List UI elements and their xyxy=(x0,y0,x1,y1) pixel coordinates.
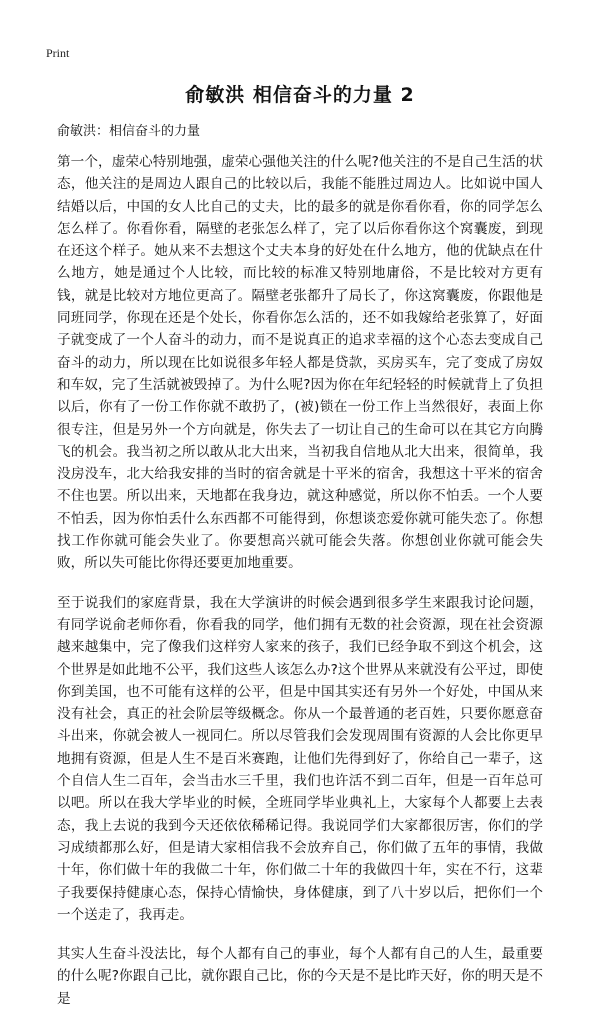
print-label: Print xyxy=(46,46,70,60)
page-title: 俞敏洪 相信奋斗的力量 2 xyxy=(185,84,415,106)
body-paragraph-3: 其实人生奋斗没法比，每个人都有自己的事业，每个人都有自己的人生，最重要的什么呢?你跟自己比，就你跟自己比，你的今天是不是比昨天好，你的明天是不是 xyxy=(57,946,543,1007)
body-paragraph-2: 至于说我们的家庭背景，我在大学演讲的时候会遇到很多学生来跟我讨论问题，有同学说俞老师你看，你看我的同学，他们拥有无数的社会资源，现在社会资源越来越集中，完了像我们这样穷人家来的孩子，我们已经争取不到这个机会，这个世界是如此地不公平，我们这些人该怎么办?这个世界从来就没有公平过，即使你到美国，也不可能有这样的公平，但是中国其实还有另外一个好处，中国从来没有社会，真正的社会阶层等级概念。你从一个最普通的老百姓，只要你愿意奋斗出来，你就会被人一视同仁。所以尽管我们会发现周围有资源的人会比你更早地拥有资源，但是人生不是百米赛跑，让他们先得到好了，你给自己一辈子，这个自信人生二百年，会当击水三千里，我们也许活不到二百年，但是一百年总可以吧。所以在我大学毕业的时候，全班同学毕业典礼上，大家每个人都要上去表态，我上去说的我到今天还依依稀稀记得。我说同学们大家都很厉害，你们的学习成绩都那么好，但是请大家相信我不会放弃自己，你们做了五年的事情，我做十年，你们做十年的我做二十年，你们做二十年的我做四十年，实在不行，这辈子我要保持健康心态，保持心情愉快，身体健康，到了八十岁以后，把你们一个一个送走了，我再走。 xyxy=(57,594,543,923)
document-body xyxy=(57,151,543,1007)
body-paragraph-1: 第一个，虚荣心特别地强，虚荣心强他关注的什么呢?他关注的不是自己生活的状态，他关注的是周边人跟自己的比较以后，我能不能胜过周边人。比如说中国人结婚以后，中国的女人比自己的丈夫，比的最多的就是你看你看，你的同学怎么怎么样了。你看你看，隔壁的老张怎么样了，完了以后你看你这个窝囊废，到现在还这个样子。她从来不去想这个丈夫本身的好处在什么地方，他的优缺点在什么地方，她是通过个人比较，而比较的标准又特别地庸俗，不是比较对方更有钱，就是比较对方地位更高了。隔壁老张都升了局长了，你这窝囊废，你跟他是同班同学，你现在还是个处长，你看你怎么活的，还不如我嫁给老张算了，好面子就变成了一个人奋斗的动力，而不是说真正的追求幸福的这个心态去变成自己奋斗的动力，所以现在比如说很多年轻人都是贷款，买房买车，完了变成了房奴和车奴，完了生活就被毁掉了。为什么呢?因为你在年纪轻轻的时候就背上了负担以后，你有了一份工作你就不敢扔了，(被)锁在一份工作上当然很好，表面上你很专注，但是另外一个方向就是，你失去了一切让自己的生命可以在其它方向腾飞的机会。我当初之所以敢从北大出来，当初我自信地从北大出来，很简单，我没房没车，北大给我安排的当时的宿舍就是十平米的宿舍，我想这十平米的宿舍不住也罢。所以出来，天地都在我身边，就这种感觉，所以你不怕丢。一个人要不怕丢，因为你怕丢什么东西都不可能得到，你想谈恋爱你就可能失恋了。你想找工作你就可能会失业了。你要想高兴就可能会失落。你想创业你就可能会失败，所以失可能比你得还要更加地重要。 xyxy=(57,154,543,572)
document-subtitle: 俞敏洪：相信奋斗的力量 xyxy=(57,124,201,139)
